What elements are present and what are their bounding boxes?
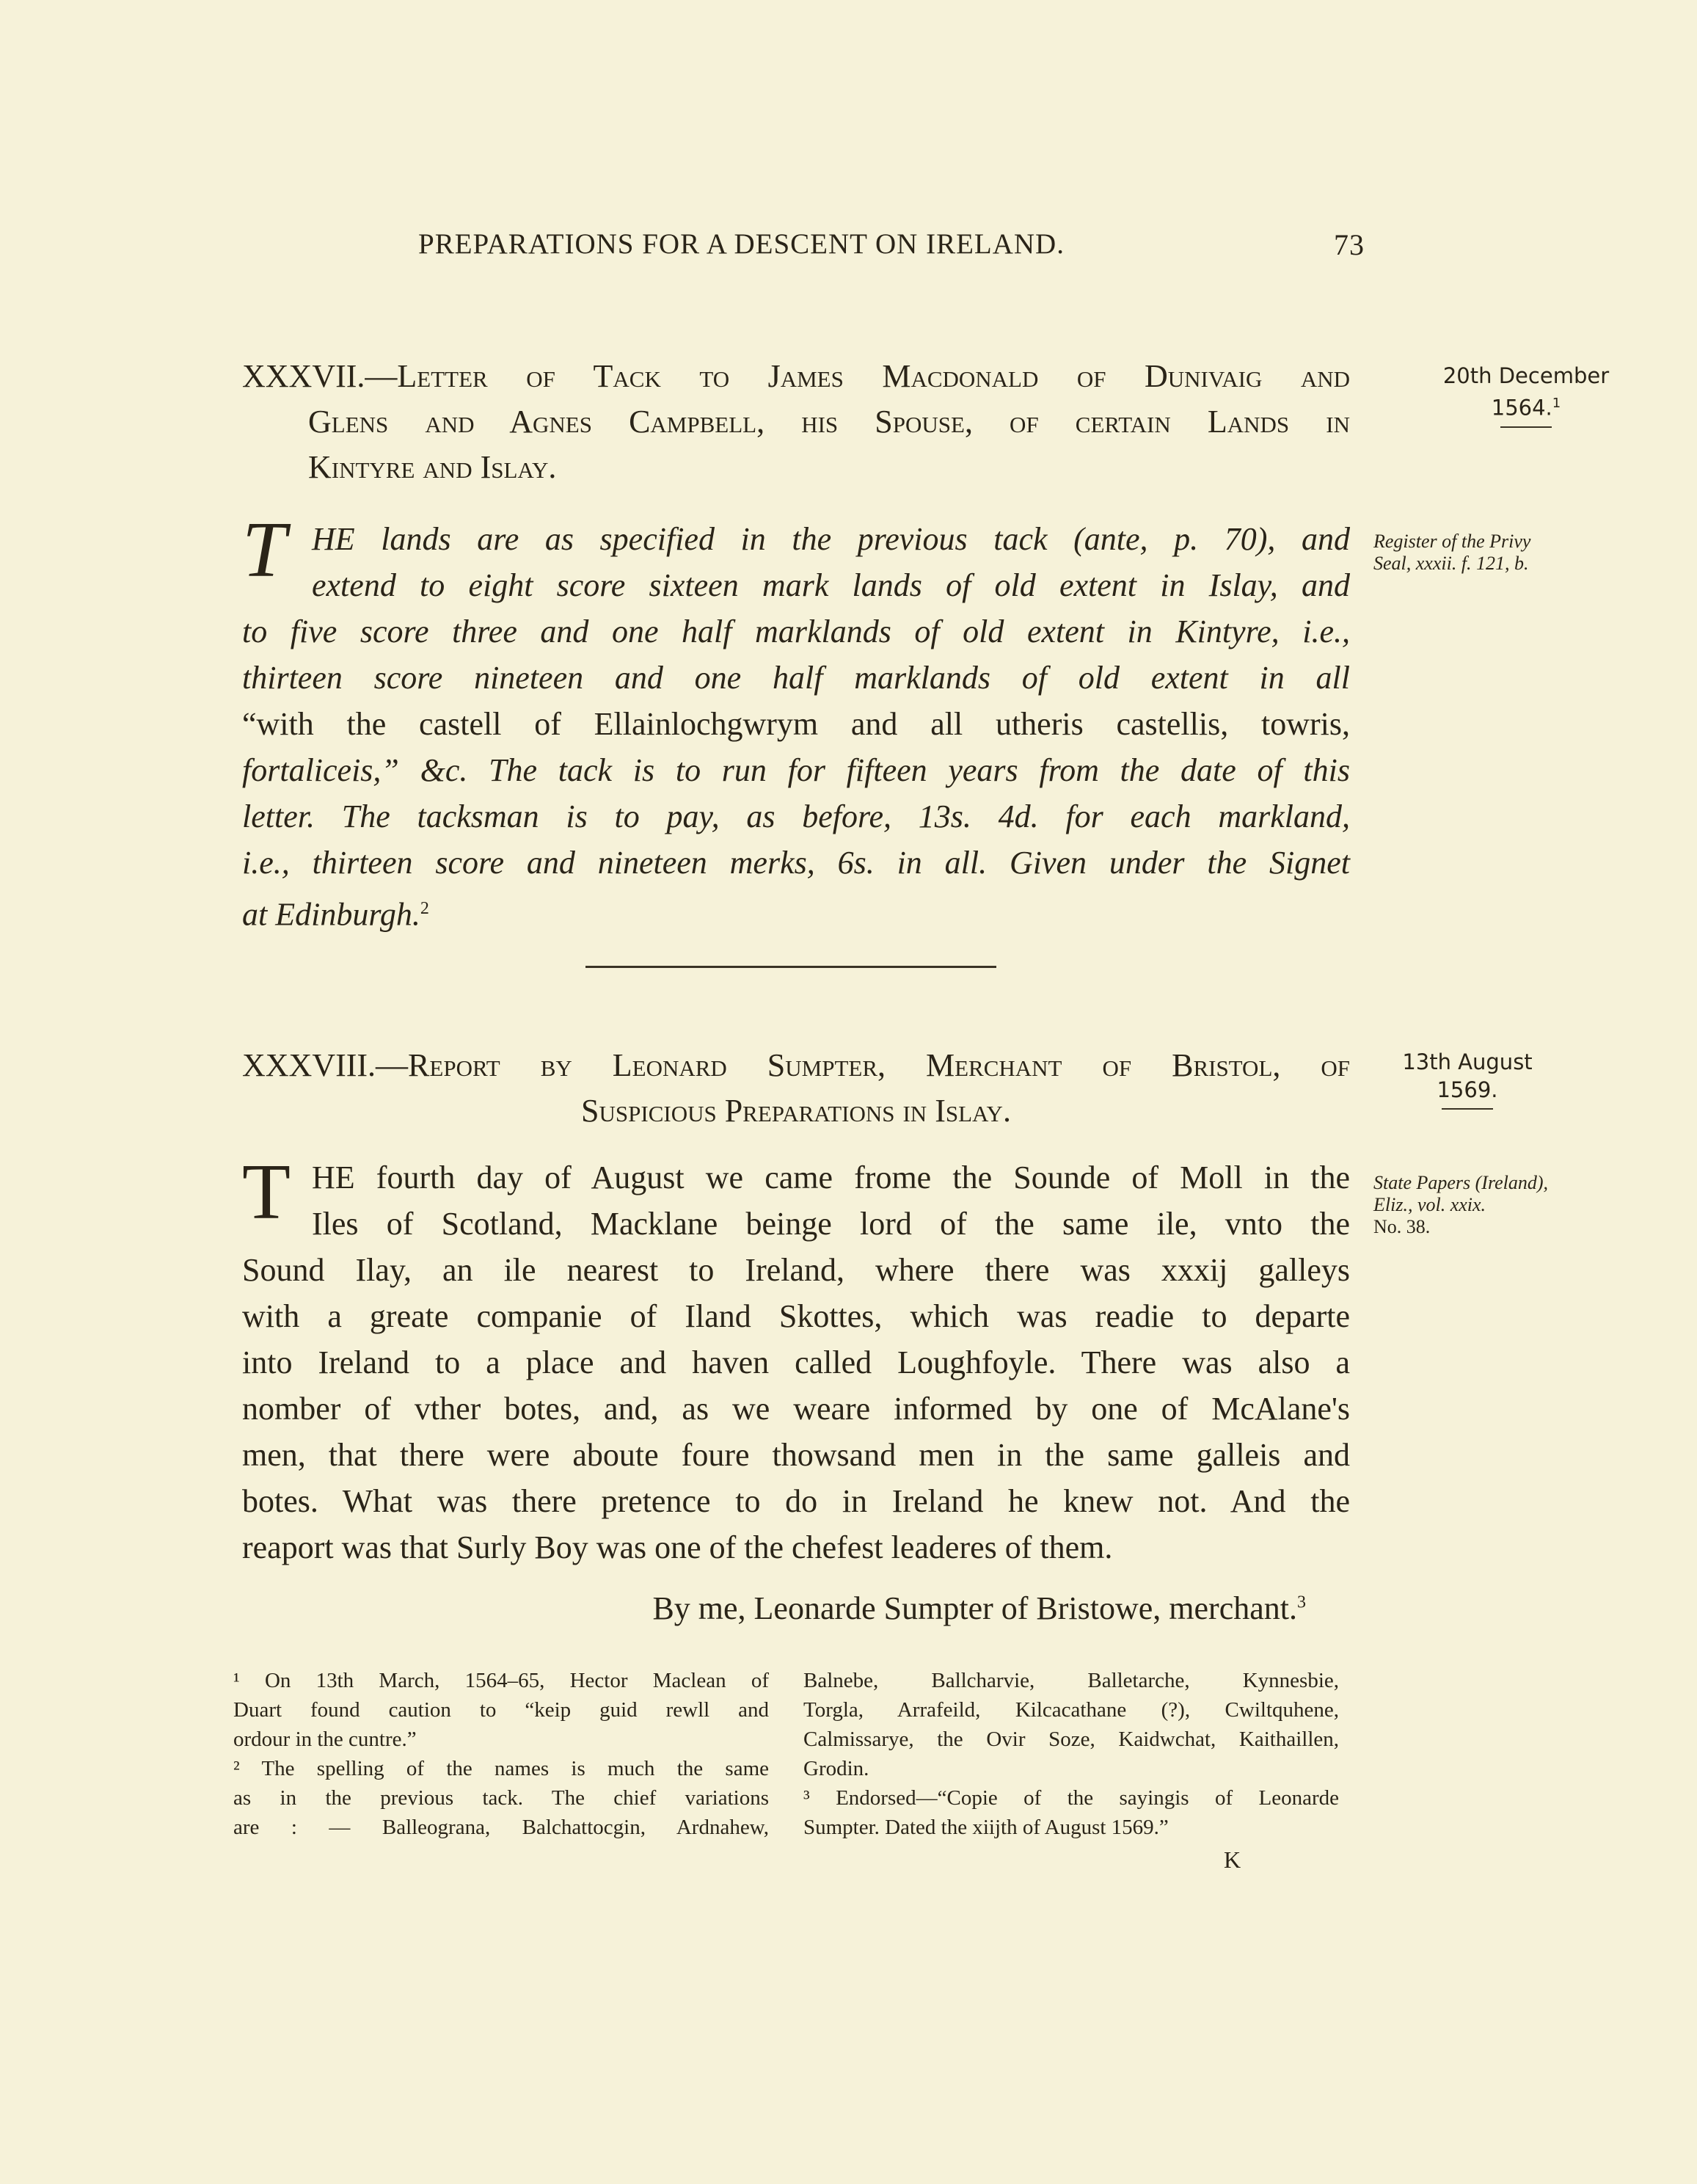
document-38-signature: [242, 1590, 1350, 1627]
document-38-reference-line: No. 38.: [1373, 1216, 1431, 1237]
document-37-date-year: 1564.: [1491, 395, 1552, 421]
footnote-line: ¹ On 13th March, 1564–65, Hector Maclean of: [233, 1669, 769, 1692]
footnote-ref: 3: [1297, 1592, 1306, 1612]
document-38-dropcap: T: [242, 1149, 291, 1236]
document-37-title-line: XXXVII.—Letter of Tack to James Macdonald of Dunivaig and: [242, 358, 1350, 394]
footnote-line: ³ Endorsed—“Copie of the sayingis of Leonarde: [803, 1786, 1339, 1810]
document-37-body-line: i.e., thirteen score and nineteen merks, 6s. in all. Given under the Signet: [242, 845, 1350, 881]
document-37-body-line: at Edinburgh.: [242, 896, 420, 933]
footnote-line: Calmissarye, the Ovir Soze, Kaidwchat, Kaithaillen,: [803, 1728, 1339, 1751]
footnote-line: are : — Balleograna, Balchattocgin, Ardnahew,: [233, 1816, 769, 1839]
document-37-date-day: 20th December: [1442, 363, 1610, 388]
document-38-body-line: Sound Ilay, an ile nearest to Ireland, where there was xxxij galleys: [242, 1252, 1350, 1288]
document-37-body-line: extend to eight score sixteen mark lands of old extent in Islay, and: [312, 567, 1350, 603]
document-37-reference-line: Seal, xxxii. f. 121, b.: [1373, 553, 1529, 574]
document-37-title: [242, 354, 1350, 490]
document-38-date-year: 1569.: [1437, 1077, 1498, 1102]
document-38-title-line: XXXVIII.—Report by Leonard Sumpter, Merchant of Bristol, of: [242, 1047, 1350, 1083]
footnote-line: Balnebe, Ballcharvie, Balletarche, Kynnesbie,: [803, 1669, 1339, 1692]
document-37-body-line: HE lands are as specified in the previous tack (ante, p. 70), and: [312, 521, 1350, 557]
document-38-body-line: men, that there were aboute foure thowsand men in the same galleis and: [242, 1437, 1350, 1473]
document-37-reference: [1373, 531, 1682, 575]
footnote-line: Grodin.: [803, 1757, 869, 1780]
document-38-body-line: nomber of vther botes, and, as we weare informed by one of McAlane's: [242, 1391, 1350, 1427]
document-38-reference-line: Eliz., vol. xxix.: [1373, 1194, 1486, 1215]
footnote-line: Duart found caution to “keip guid rewll and: [233, 1698, 769, 1722]
signature-text: By me, Leonarde Sumpter of Bristowe, merchant.: [652, 1590, 1297, 1626]
document-37-dropcap: T: [242, 506, 287, 594]
document-37-date-note: 1: [1552, 396, 1561, 411]
document-38-reference-line: State Papers (Ireland),: [1373, 1172, 1549, 1193]
footnotes-right-column: [803, 1666, 1339, 1842]
document-37-reference-line: Register of the Privy: [1373, 531, 1531, 552]
document-38-body-line: with a greate companie of Iland Skottes, which was readie to departe: [242, 1298, 1350, 1334]
document-37-title-line: Kintyre and Islay.: [308, 449, 557, 485]
signature-mark: K: [1224, 1846, 1241, 1873]
footnote-line: ordour in the cuntre.”: [233, 1728, 417, 1751]
document-38-body-line: HE fourth day of August we came frome the Sounde of Moll in the: [312, 1160, 1350, 1195]
footnote-line: Sumpter. Dated the xiijth of August 1569.”: [803, 1816, 1169, 1839]
document-38-date-day: 13th August: [1402, 1049, 1533, 1074]
footnote-line: Torgla, Arrafeild, Kilcacathane (?), Cwiltquhene,: [803, 1698, 1339, 1722]
document-38-title: [242, 1043, 1350, 1134]
page-number: 73: [1334, 228, 1365, 261]
document-38-title-line: Suspicious Preparations in Islay.: [581, 1093, 1011, 1129]
document-38-body: [242, 1149, 1350, 1570]
document-38-body-line: botes. What was there pretence to do in Ireland he knew not. And the: [242, 1483, 1350, 1519]
section-divider: [585, 966, 996, 968]
running-head-title: PREPARATIONS FOR A DESCENT ON IRELAND.: [418, 228, 1065, 260]
document-38-body-line: into Ireland to a place and haven called Loughfoyle. There was also a: [242, 1344, 1350, 1380]
footnote-line: as in the previous tack. The chief variations: [233, 1786, 769, 1810]
footnote-line: ² The spelling of the names is much the same: [233, 1757, 769, 1780]
document-37-title-line: Glens and Agnes Campbell, his Spouse, of certain Lands in: [308, 404, 1350, 440]
document-38-body-line: Iles of Scotland, Macklane beinge lord of the same ile, vnto the: [312, 1206, 1350, 1242]
document-37-body: [242, 506, 1350, 938]
document-38-date: [1379, 1048, 1555, 1110]
document-37-body-line: fortaliceis,” &c. The tack is to run for fifteen years from the date of this: [242, 752, 1350, 788]
document-37-body-last-line: [242, 886, 1350, 938]
footnotes-left-column: [233, 1666, 769, 1842]
document-37-body-line: “with the castell of Ellainlochgwrym and all utheris castellis, towris,: [242, 706, 1350, 742]
document-38-reference: [1373, 1172, 1682, 1238]
document-38-body-line: reaport was that Surly Boy was one of the chefest leaderes of them.: [242, 1529, 1113, 1565]
footnote-ref: 2: [420, 899, 429, 918]
document-37-date: [1379, 362, 1673, 428]
date-rule: [1500, 426, 1552, 428]
document-37-body-line: thirteen score nineteen and one half marklands of old extent in all: [242, 660, 1350, 696]
document-37-body-line: to five score three and one half marklands of old extent in Kintyre, i.e.,: [242, 614, 1350, 649]
document-37-body-line: letter. The tacksman is to pay, as before, 13s. 4d. for each markland,: [242, 798, 1350, 834]
date-rule: [1442, 1108, 1493, 1110]
